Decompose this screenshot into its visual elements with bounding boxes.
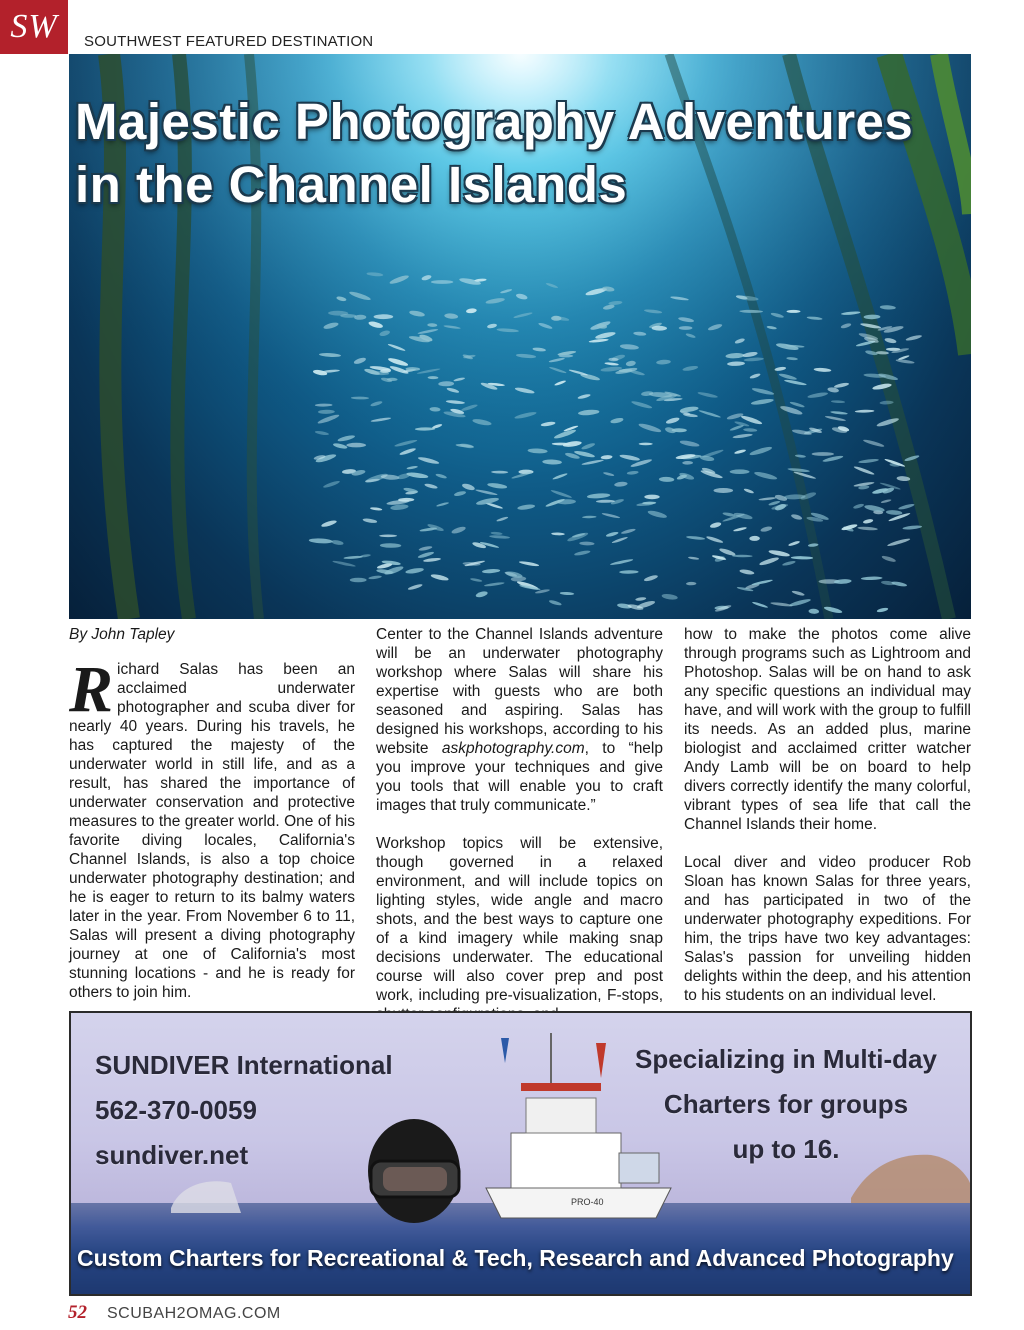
fish bbox=[714, 488, 734, 493]
fish bbox=[679, 326, 693, 330]
ad-contact bbox=[95, 1043, 393, 1178]
fish bbox=[379, 535, 397, 538]
fish bbox=[374, 314, 394, 319]
fish bbox=[431, 280, 453, 284]
ad-tagline bbox=[626, 1037, 946, 1172]
paragraph: how to make the photos come alive through programs such as Lightroom and Photoshop. Salas will be on hand to ask any specific questions an individual may have, and will work with the group to fulfill its needs. As an added plus, marine biologist and acclaimed critter watcher Andy Lamb will be on board to help divers correctly identify the many colorful, vibrant types of sea life that call the Channel Islands their home. bbox=[684, 626, 971, 833]
fish bbox=[812, 452, 834, 456]
ad-tagline-line-1: Specializing in Multi-day bbox=[635, 1044, 937, 1074]
ad-bottom-text: Custom Charters for Recreational & Tech, Research and Advanced Photography bbox=[77, 1245, 954, 1271]
fish bbox=[886, 348, 900, 351]
fish bbox=[350, 578, 367, 583]
paragraph-text: , to “help you improve your techniques and give you tools that will enable you to craft images that truly communicate.” bbox=[376, 740, 663, 814]
article-title bbox=[75, 90, 913, 216]
ad-website[interactable]: sundiver.net bbox=[95, 1140, 249, 1170]
hero-photo bbox=[69, 54, 971, 619]
paragraph: Local diver and video producer Rob Sloan has known Salas for three years, and has participated in two of the underwater photography expeditions. For him, the trips have two key advantages: Salas's passion for unveiling hidden delights within the deep, and his attention to his students on an individual level. bbox=[684, 854, 971, 1004]
ad-tagline-line-3: up to 16. bbox=[732, 1134, 840, 1164]
website-link[interactable]: askphotography.com bbox=[441, 740, 585, 757]
fish bbox=[644, 495, 659, 500]
title-line-2: in the Channel Islands bbox=[75, 156, 628, 213]
article-column-2 bbox=[376, 625, 663, 1024]
byline: By John Tapley bbox=[69, 626, 175, 643]
paragraph bbox=[376, 625, 663, 815]
title-line-1: Majestic Photography Adventures bbox=[75, 93, 914, 150]
section-label: SOUTHWEST FEATURED DESTINATION bbox=[84, 33, 374, 50]
boat-id-label: PRO-40 bbox=[571, 1197, 604, 1207]
paragraph-text: Center to the Channel Islands adventure will be an underwater photography workshop where Salas will share his expertise with guests who are both seasoned and aspiring. Salas has designed his workshops, according to his website bbox=[376, 626, 663, 757]
sundiver-advertisement[interactable] bbox=[69, 1011, 972, 1296]
magazine-website[interactable]: SCUBAH2OMAG.COM bbox=[107, 1305, 281, 1322]
fish bbox=[346, 443, 366, 448]
paragraph: Workshop topics will be extensive, though governed in a relaxed environment, and will include topics on lighting styles, wide angle and macro shots, and the best ways to capture one of a kind imagery while making snap decisions underwater. The educational course will also cover prep and post work, including pre-visualization, F-stops, bbox=[376, 835, 663, 1004]
ad-phone[interactable]: 562-370-0059 bbox=[95, 1095, 257, 1125]
article-column-1 bbox=[69, 625, 355, 1002]
paragraph bbox=[69, 653, 355, 1002]
section-badge: SW bbox=[0, 0, 68, 54]
fish bbox=[730, 469, 750, 474]
paragraph-text: ichard Salas has been an acclaimed underwater photographer and scuba diver for nearly 40 years. During his travels, he has captured the majesty of the underwater world in still life, and as a result, has shared the importance of underwater conservation and protective measures to the greater world. One of his favorite diving locales, California's Channel Islands, is also a top choice underwater photography destination; and he is eager to return to its balmy waters later in the year. From November 6 to 11, Salas will present a diving photography journey at one of California's most stunning locations - and he is ready for others to join him. bbox=[69, 661, 355, 1001]
fish bbox=[639, 443, 653, 446]
ad-tagline-line-2: Charters for groups bbox=[663, 1089, 909, 1119]
fish bbox=[787, 310, 801, 313]
page-number: 52 bbox=[68, 1302, 87, 1323]
article-column-3 bbox=[684, 625, 971, 1005]
drop-cap: R bbox=[69, 653, 114, 726]
ad-company: SUNDIVER International bbox=[95, 1050, 393, 1080]
